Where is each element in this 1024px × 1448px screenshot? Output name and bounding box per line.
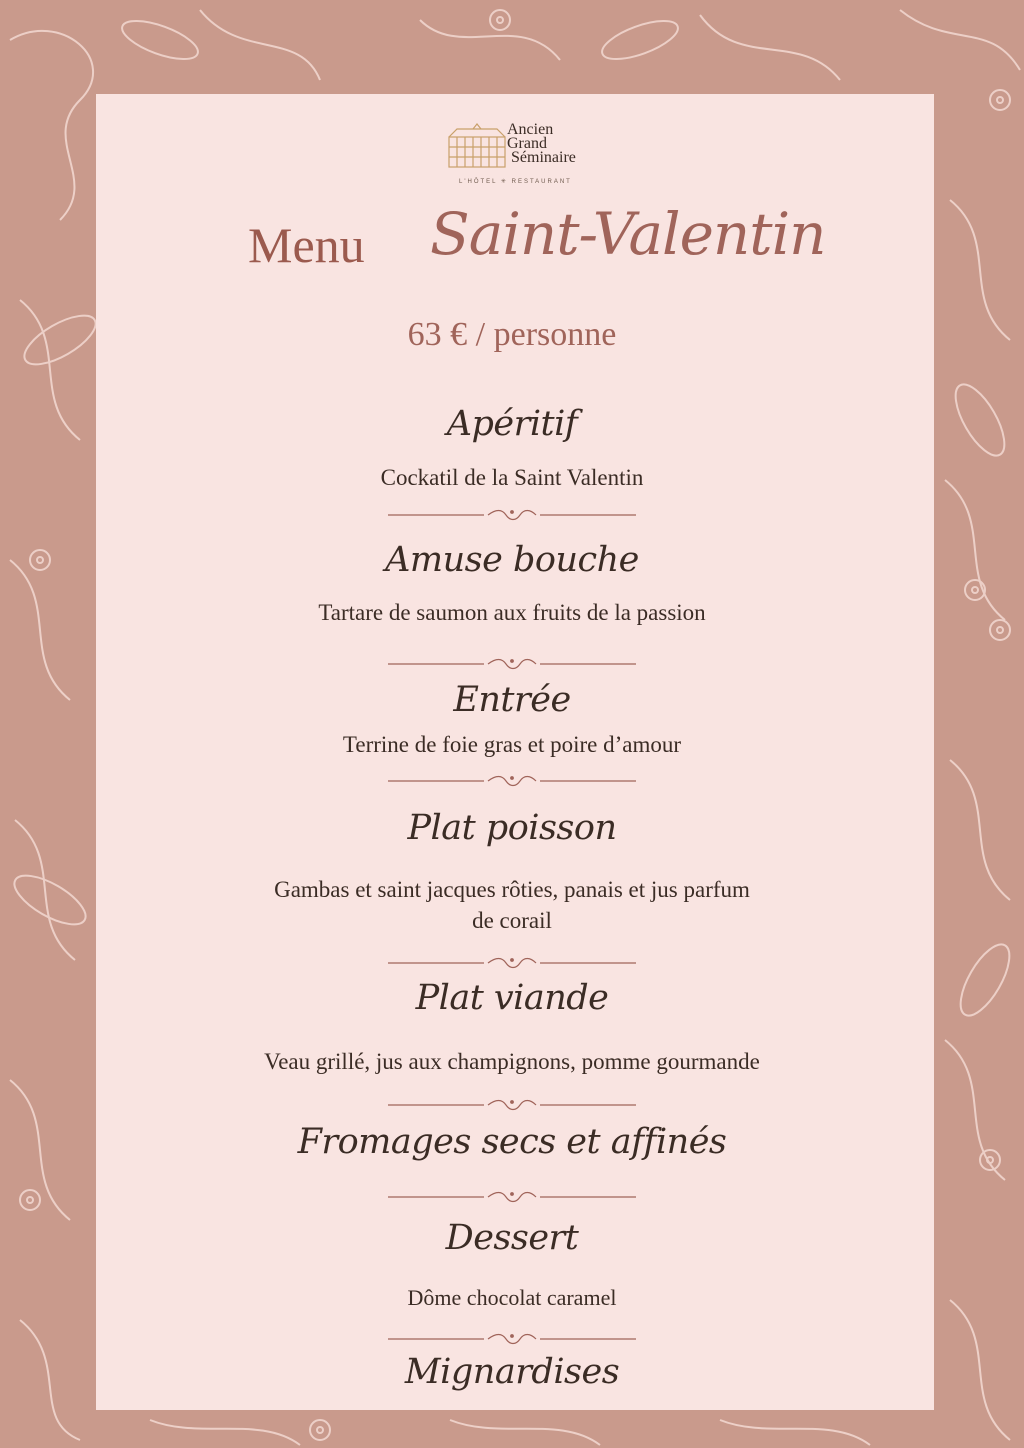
logo-line-2: Grand — [507, 135, 547, 152]
course-title-entree: Entrée — [453, 680, 571, 720]
logo-wordmark — [503, 123, 576, 165]
title-saint-valentin: Saint-Valentin — [430, 200, 826, 268]
course-title-dessert: Dessert — [445, 1218, 579, 1258]
course-desc-plat-poisson-line-1: Gambas et saint jacques rôties, panais et jus parfum — [274, 877, 750, 902]
price-per-person: 63 € / personne — [407, 316, 617, 353]
course-desc-aperitif: Cockatil de la Saint Valentin — [380, 465, 644, 490]
course-title-fromages: Fromages secs et affinés — [297, 1122, 727, 1162]
course-title-aperitif: Apéritif — [446, 404, 578, 444]
course-title-plat-viande: Plat viande — [415, 978, 609, 1018]
course-desc-entree: Terrine de foie gras et poire d’amour — [342, 732, 682, 757]
ornament-divider — [388, 775, 636, 787]
logo-line-3: Séminaire — [511, 149, 576, 166]
ornament-divider — [388, 957, 636, 969]
course-title-mignardises: Mignardises — [404, 1352, 620, 1392]
course-desc-plat-viande: Veau grillé, jus aux champignons, pomme gourmande — [264, 1049, 760, 1074]
logo-subtitle: L'HÔTEL ✳ RESTAURANT — [459, 179, 572, 185]
course-title-plat-poisson: Plat poisson — [407, 808, 617, 848]
logo-line-1: Ancien — [507, 121, 554, 138]
ornament-divider — [388, 1191, 636, 1203]
ornament-divider — [388, 509, 636, 521]
title-menu: Menu — [248, 217, 365, 273]
hotel-logo — [445, 115, 605, 190]
course-desc-plat-poisson — [0, 874, 1024, 936]
course-desc-dessert: Dôme chocolat caramel — [407, 1285, 617, 1310]
ornament-divider — [388, 1333, 636, 1345]
ornament-divider — [388, 1099, 636, 1111]
course-title-amuse-bouche: Amuse bouche — [385, 540, 639, 580]
building-icon — [447, 123, 509, 169]
course-desc-plat-poisson-line-2: de corail — [472, 908, 552, 933]
ornament-divider — [388, 658, 636, 670]
course-desc-amuse-bouche: Tartare de saumon aux fruits de la passion — [318, 600, 706, 625]
